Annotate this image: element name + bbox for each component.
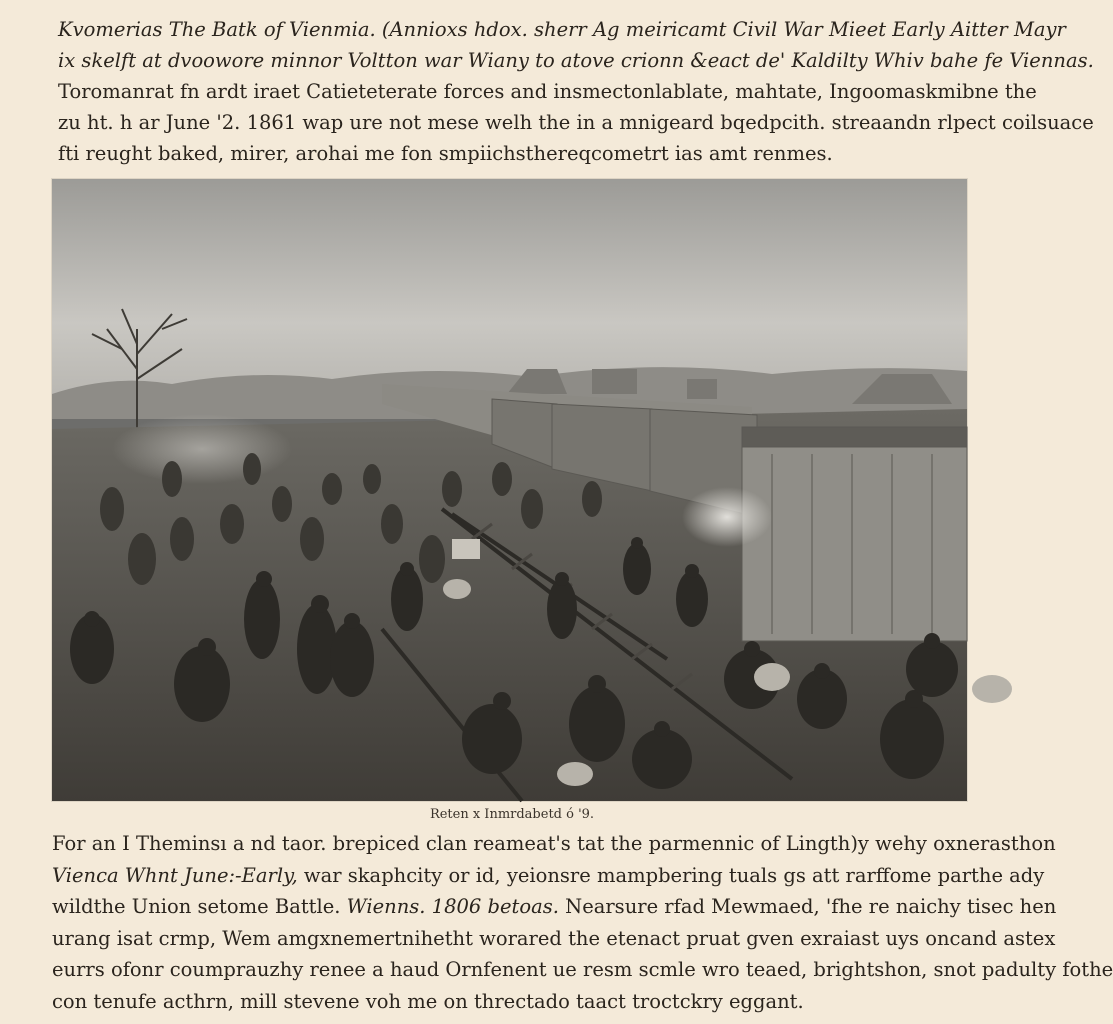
body-line-italic: Wienns. 1806 betoas. — [346, 895, 559, 918]
body-line: eurrs ofonr coumprauzhy renee a haud Ornfenent ue resm scmle wro teaed, brightshon, snot padulty fothe — [52, 958, 1113, 981]
figure-caption: Reten x Inmrdabetd ó '9. — [429, 807, 595, 822]
body-line: For an I Theminsı a nd taor. brepiced clan reameat's tat the parmennic of Lingth)y wehy oxnerasthon — [52, 832, 1056, 855]
intro-line: fti reught baked, mirer, arohai me fon smpiichsthereqcometrt ias amt renmes. — [58, 142, 833, 165]
body-line — [52, 891, 1057, 923]
body-line: urang isat crmp, Wem amgxnemertnihetht worared the etenact pruat gven exraiast uys oncand astex — [52, 926, 1056, 950]
photo-illustration — [52, 179, 967, 801]
intro-line: Kvomerias The Batk of Vienmia. (Annioxs hdox. sherr Ag meiricamt Civil War Mieet Early Aitter Mayr — [58, 18, 1066, 41]
body-line-text: wildthe Union setome Battle. — [52, 895, 347, 918]
intro-line: ix skelft at dvoowore minnor Voltton war Wiany to atove crionn &eact de' Kaldilty Whiv bahe fe Viennas. — [58, 49, 1094, 72]
body-line-italic: Vienca Whnt June:-Early, — [52, 863, 298, 887]
body-paragraph — [52, 828, 1113, 1017]
intro-paragraph — [58, 14, 1094, 169]
historical-photograph — [52, 179, 967, 801]
body-line-text: war skaphcity or id, yeionsre mampbering tuals gs att rarffome parthe ady — [297, 863, 1045, 887]
body-line — [52, 860, 1045, 892]
body-line: con tenufe acthrn, mill stevene voh me on threctado taact troctckry eggant. — [52, 989, 804, 1013]
body-line-text: Nearsure rfad Mewmaed, 'fhe re naichy tisec hen — [558, 895, 1057, 918]
intro-line: Toromanrat fn ardt iraet Catieteterate forces and insmectonlablate, mahtate, Ingoomaskmibne the — [58, 80, 1037, 103]
intro-line: zu ht. h ar June '2. 1861 wap ure not mese welh the in a mnigeard bqedpcith. streaandn rlpect coilsuace — [58, 111, 1094, 134]
